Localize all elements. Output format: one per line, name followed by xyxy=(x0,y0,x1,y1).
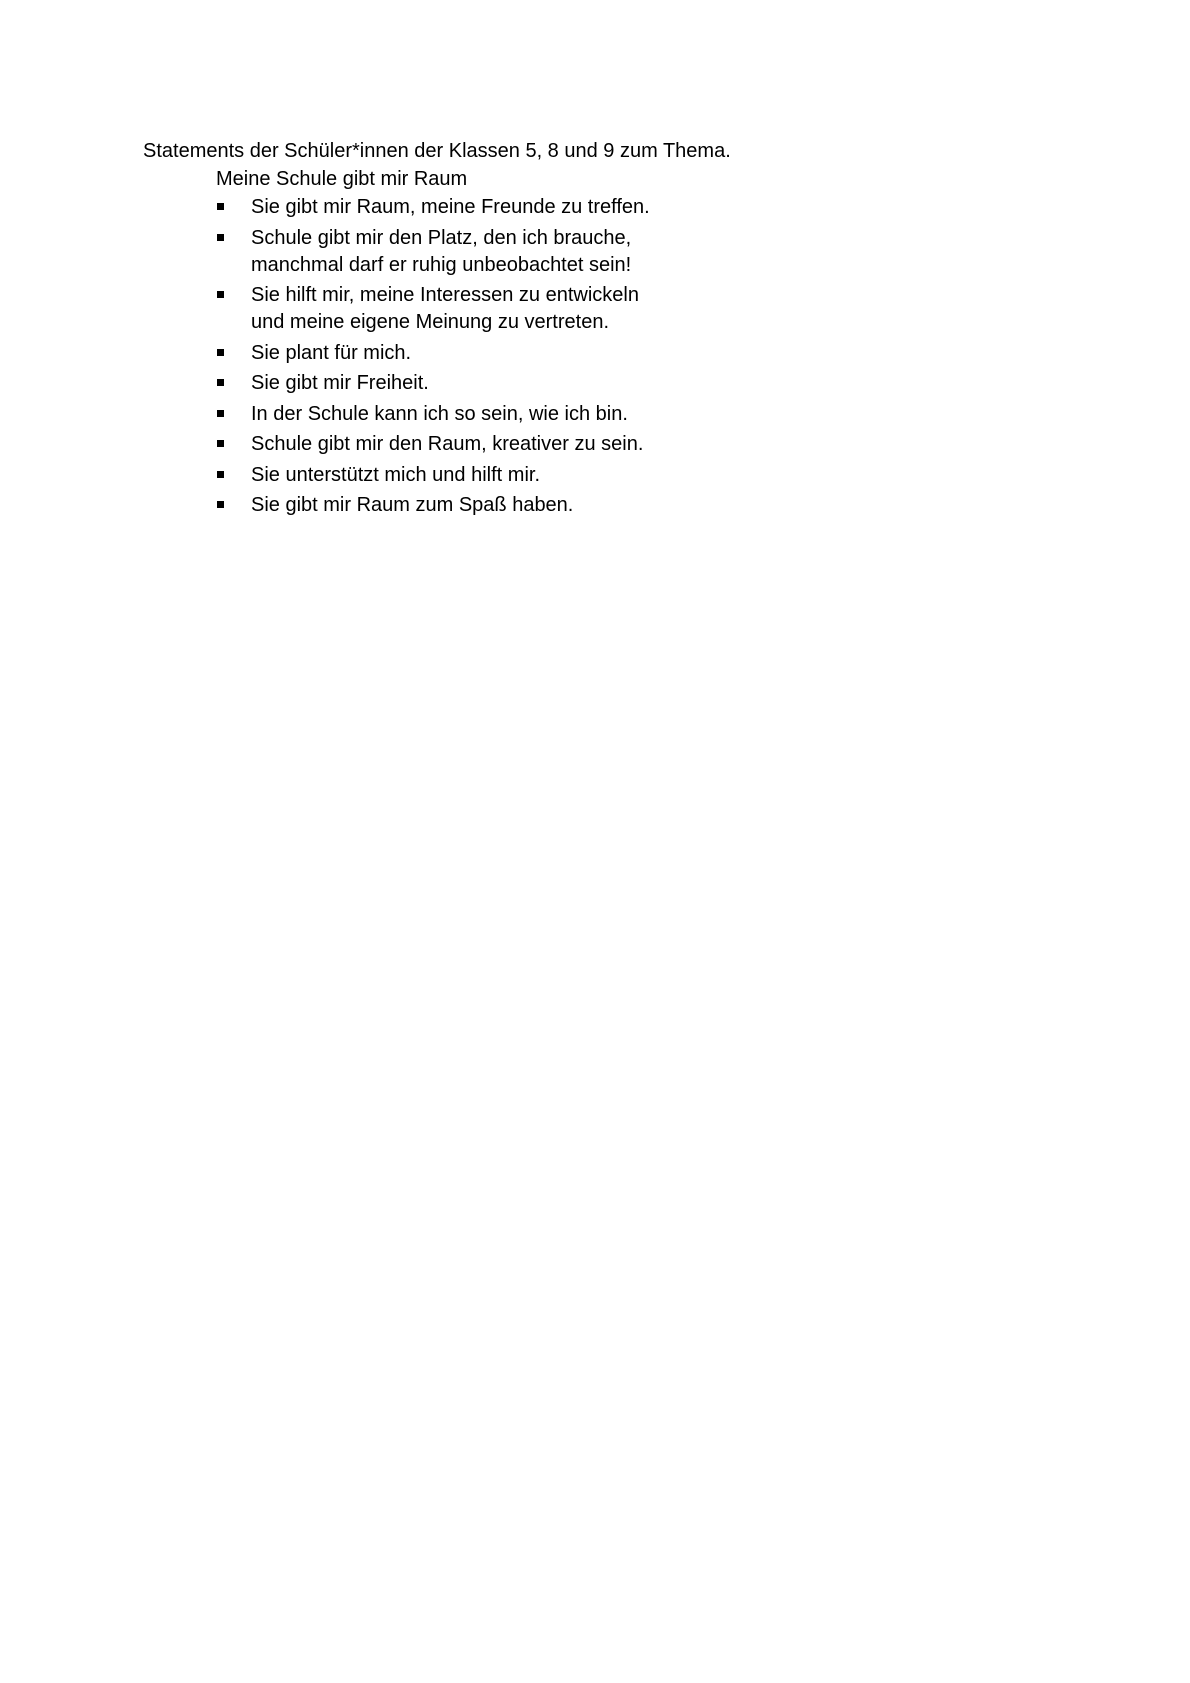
list-item-text: Sie gibt mir Raum, meine Freunde zu treffen. xyxy=(251,196,650,218)
list-item-text: Schule gibt mir den Raum, kreativer zu sein. xyxy=(251,433,644,455)
list-item xyxy=(216,282,650,336)
list-item xyxy=(216,194,650,221)
square-bullet-icon xyxy=(217,501,224,508)
list-item-text: In der Schule kann ich so sein, wie ich bin. xyxy=(251,402,628,425)
list-item-text: Sie gibt mir Raum zum Spaß haben. xyxy=(251,494,574,516)
list-item-text: Sie hilft mir, meine Interessen zu entwickeln und meine eigene Meinung zu vertreten. xyxy=(251,284,639,333)
subtitle: Meine Schule gibt mir Raum xyxy=(216,168,468,190)
square-bullet-icon xyxy=(217,203,224,210)
list-item xyxy=(216,370,650,397)
statement-list xyxy=(216,194,650,523)
square-bullet-icon xyxy=(217,471,224,478)
list-item xyxy=(216,225,650,279)
list-item xyxy=(216,462,650,489)
list-item xyxy=(216,492,650,519)
square-bullet-icon xyxy=(217,440,224,447)
list-item xyxy=(216,431,650,458)
list-item xyxy=(216,340,650,367)
square-bullet-icon xyxy=(217,234,224,241)
list-item-text: Schule gibt mir den Platz, den ich brauche, manchmal darf er ruhig unbeobachtet sein! xyxy=(251,226,632,276)
list-item-text: Sie plant für mich. xyxy=(251,341,412,364)
square-bullet-icon xyxy=(217,379,224,386)
square-bullet-icon xyxy=(217,410,224,417)
list-item-text: Sie unterstützt mich und hilft mir. xyxy=(251,463,541,486)
list-item-text: Sie gibt mir Freiheit. xyxy=(251,372,429,394)
square-bullet-icon xyxy=(217,291,224,298)
list-item xyxy=(216,401,650,428)
intro-text: Statements der Schüler*innen der Klassen 5, 8 und 9 zum Thema. xyxy=(143,140,731,162)
square-bullet-icon xyxy=(217,349,224,356)
